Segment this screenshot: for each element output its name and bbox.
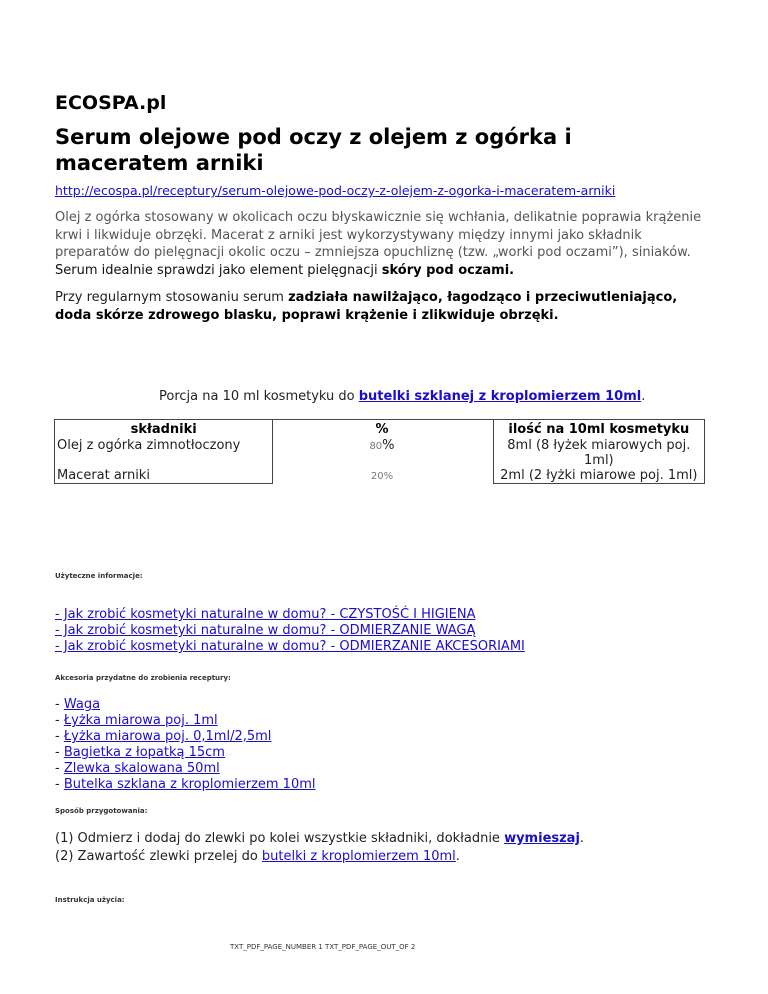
- table-row: [55, 438, 705, 468]
- accessories-label: Akcesoria przydatne do zrobienia receptury:: [55, 674, 231, 682]
- portion-bottle-link[interactable]: butelki szklanej z kroplomierzem 10ml: [358, 389, 642, 404]
- preparation-steps: [55, 830, 584, 865]
- useful-info-label: Użyteczne informacje:: [55, 572, 143, 580]
- recipe-title: Serum olejowe pod oczy z olejem z ogórka i maceratem arniki: [55, 125, 572, 175]
- step-2: (2) Zawartość zlewki przelej do butelki z kroplomierzem 10ml.: [55, 848, 460, 864]
- ingredient-amount: 8ml (8 łyżek miarowych poj. 1ml): [493, 438, 704, 468]
- intro-bold: skóry pod oczami.: [381, 262, 515, 278]
- accessory-spoon-small[interactable]: Łyżka miarowa poj. 0,1ml/2,5ml: [63, 729, 272, 744]
- intro-text-2: Serum idealnie sprawdzi jako element pielęgnacji: [55, 262, 382, 278]
- ingredient-amount: 2ml (2 łyżki miarowe poj. 1ml): [493, 468, 704, 484]
- link-accessories-measuring[interactable]: - Jak zrobić kosmetyki naturalne w domu? - ODMIERZANIE AKCESORIAMI: [55, 639, 525, 654]
- regular-use-bold: zadziała nawilżająco, łagodząco i przeciwutleniająco, doda skórze zdrowego blasku, poprawi krążenie i zlikwiduje obrzęki.: [55, 290, 678, 323]
- page-footer: TXT_PDF_PAGE_NUMBER 1 TXT_PDF_PAGE_OUT_OF 2: [230, 943, 416, 951]
- step-1: (1) Odmierz i dodaj do zlewki po kolei wszystkie składniki, dokładnie wymieszaj.: [55, 831, 585, 846]
- regular-use-paragraph: [55, 289, 710, 324]
- link-hygiene[interactable]: - Jak zrobić kosmetyki naturalne w domu? - CZYSTOŚĆ I HIGIENA: [55, 607, 476, 622]
- table-row: [55, 468, 705, 484]
- recipe-url-link[interactable]: http://ecospa.pl/receptury/serum-olejowe-pod-oczy-z-olejem-z-ogorka-i-maceratem-arniki: [55, 183, 616, 198]
- accessories-list: - Waga - Łyżka miarowa poj. 1ml - Łyżka miarowa poj. 0,1ml/2,5ml - Bagietka z łopatką 15cm - Zlewka skalowana 50ml - Butelka szklana z kroplomierzem 10ml: [55, 697, 316, 792]
- header-amount: ilość na 10ml kosmetyku: [493, 420, 704, 439]
- useful-info-links: [55, 607, 525, 655]
- portion-end: .: [641, 389, 646, 404]
- header-percent: %: [273, 420, 491, 439]
- table-header-row: [55, 420, 705, 439]
- accessory-scale[interactable]: Waga: [63, 697, 101, 712]
- accessory-spoon-1ml[interactable]: Łyżka miarowa poj. 1ml: [63, 713, 218, 728]
- ingredient-name: Olej z ogórka zimnotłoczony: [55, 438, 273, 468]
- ingredient-name: Macerat arniki: [55, 468, 273, 484]
- accessory-dropper-bottle[interactable]: Butelka szklana z kroplomierzem 10ml: [63, 777, 316, 792]
- link-scale-measuring[interactable]: - Jak zrobić kosmetyki naturalne w domu? - ODMIERZANIE WAGĄ: [55, 623, 476, 638]
- header-ingredients: składniki: [55, 420, 273, 439]
- portion-line: [159, 389, 645, 404]
- regular-use-text: Przy regularnym stosowaniu serum: [55, 290, 289, 305]
- accessory-beaker[interactable]: Zlewka skalowana 50ml: [63, 761, 220, 776]
- ingredients-table: [54, 419, 705, 484]
- mix-link[interactable]: wymieszaj: [504, 831, 580, 846]
- intro-paragraph: [55, 209, 710, 279]
- intro-text: Olej z ogórka stosowany w okolicach oczu błyskawicznie się wchłania, delikatnie poprawia krążenie krwi i likwiduje obrzęki. Macerat z arniki jest wykorzystywany między innymi jako składnik preparatów do pielęgnacji okolic oczu – zmniejsza opuchliznę (tzw. „worki pod oczami”), siniaków.: [55, 210, 702, 260]
- site-title: ECOSPA.pl: [55, 92, 167, 114]
- ingredient-percent: 80%: [369, 438, 395, 453]
- portion-text: Porcja na 10 ml kosmetyku do: [159, 389, 359, 404]
- accessory-stirring-rod[interactable]: Bagietka z łopatką 15cm: [63, 745, 225, 760]
- ingredient-percent: 20%: [370, 471, 394, 482]
- instructions-label: Instrukcja użycia:: [55, 896, 125, 904]
- dropper-bottle-link[interactable]: butelki z kroplomierzem 10ml: [261, 848, 456, 864]
- preparation-label: Sposób przygotowania:: [55, 807, 148, 815]
